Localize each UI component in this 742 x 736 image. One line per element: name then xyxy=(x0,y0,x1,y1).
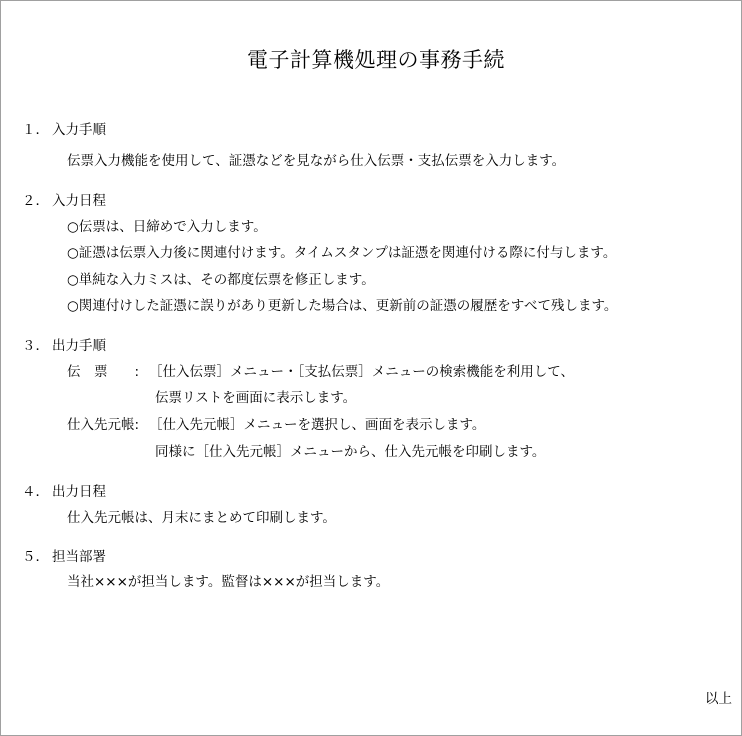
section-title: 入力手順 xyxy=(52,122,106,138)
item-label: 仕入先元帳: xyxy=(67,417,140,433)
item-text: 同様に［仕入先元帳］メニューから、仕入先元帳を印刷します。 xyxy=(155,444,546,460)
bullet-line: ○証憑は伝票入力後に関連付けます。タイムスタンプは証憑を関連付ける際に付与します。 xyxy=(67,245,617,261)
item-text: 伝票リストを画面に表示します。 xyxy=(155,390,357,406)
section-heading-input-procedure xyxy=(22,120,106,140)
section-number: ２． xyxy=(22,193,49,209)
bullet-line: ○関連付けした証憑に誤りがあり更新した場合は、更新前の証憑の履歴をすべて残します。 xyxy=(67,298,618,314)
item-text: ［仕入先元帳］メニューを選択し、画面を表示します。 xyxy=(149,417,486,433)
document-title: 電子計算機処理の事務手続 xyxy=(247,48,505,72)
section-heading-input-schedule xyxy=(22,191,106,211)
section-title: 入力日程 xyxy=(52,193,106,209)
item-label: 伝 票 : xyxy=(67,364,140,380)
section-number: ４． xyxy=(22,484,49,500)
section-title: 出力日程 xyxy=(52,484,106,500)
section-title: 出力手順 xyxy=(52,338,106,354)
section-heading-output-schedule xyxy=(22,482,106,502)
section-number: ３． xyxy=(22,338,49,354)
section-title: 担当部署 xyxy=(52,549,106,565)
bullet-line: ○伝票は、日締めで入力します。 xyxy=(67,219,267,235)
section-text: 当社×××が担当します。監督は×××が担当します。 xyxy=(67,574,390,590)
closing-mark: 以上 xyxy=(705,691,732,707)
section-heading-department xyxy=(22,547,106,567)
section-text: 仕入先元帳は、月末にまとめて印刷します。 xyxy=(67,510,336,526)
section-text: 伝票入力機能を使用して、証憑などを見ながら仕入伝票・支払伝票を入力します。 xyxy=(67,153,566,169)
bullet-line: ○単純な入力ミスは、その都度伝票を修正します。 xyxy=(67,272,375,288)
output-item-voucher xyxy=(67,362,574,382)
output-item-supplier-ledger xyxy=(67,415,485,435)
item-text: ［仕入伝票］メニュー・［支払伝票］メニューの検索機能を利用して、 xyxy=(149,364,574,380)
section-number: ５． xyxy=(22,549,49,565)
section-heading-output-procedure xyxy=(22,336,106,356)
section-number: １． xyxy=(22,122,49,138)
